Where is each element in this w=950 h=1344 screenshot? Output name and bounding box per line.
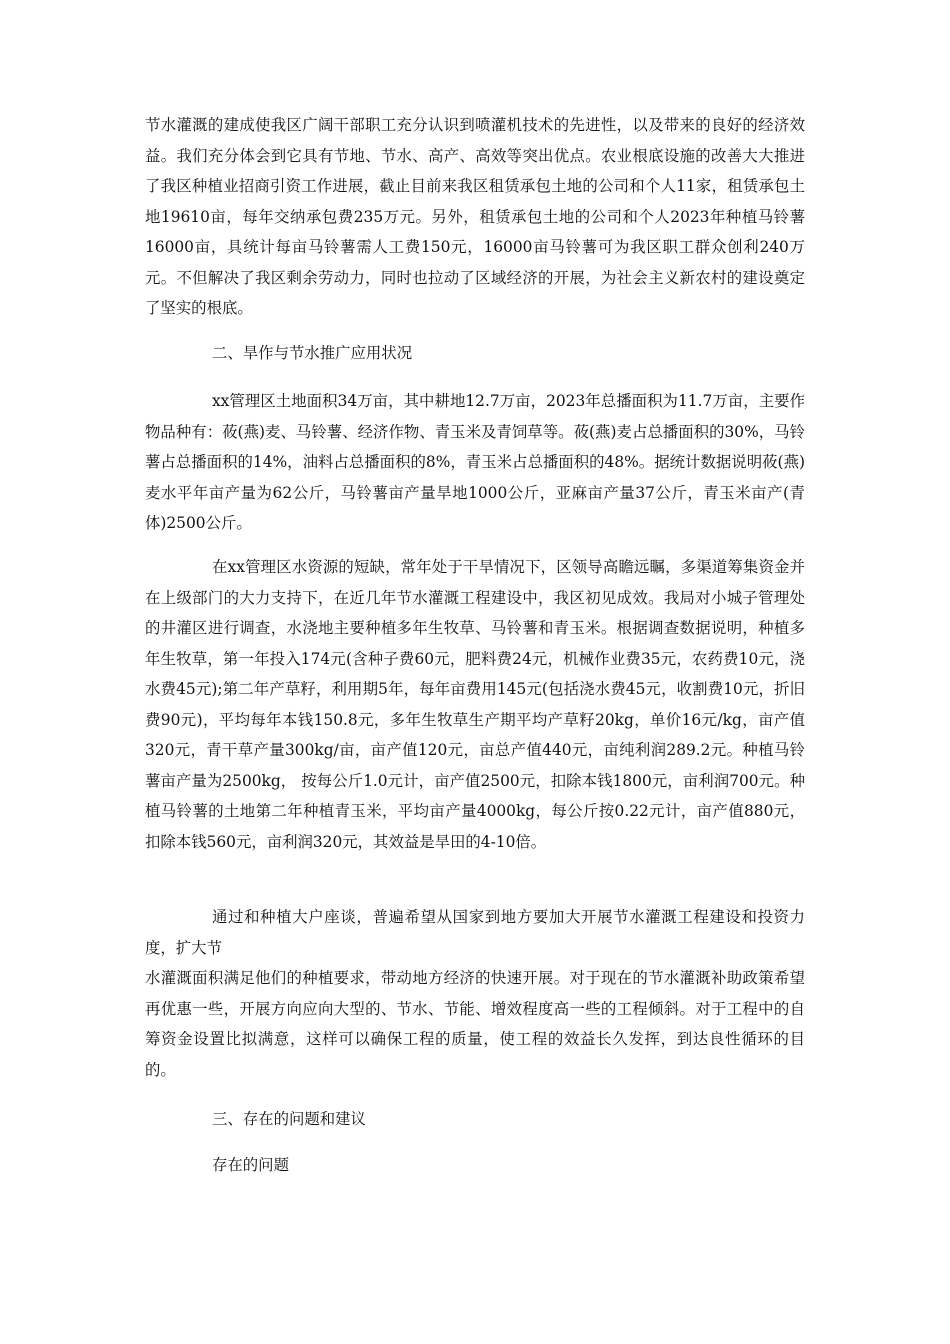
section-heading-2: 二、旱作与节水推广应用状况 — [212, 344, 413, 362]
paragraph-farmer-feedback-start: 通过和种植大户座谈，普遍希望从国家到地方要加大开展节水灌溉工程建设和投资力度，扩大节 — [145, 908, 805, 957]
subheading-problems: 存在的问题 — [212, 1156, 289, 1174]
section-heading-3: 三、存在的问题和建议 — [212, 1110, 366, 1128]
paragraph-land-area: xx管理区土地面积34万亩，其中耕地12.7万亩，2023年总播面积为11.7万亩，主要作物品种有：莜(燕)麦、马铃薯、经济作物、青玉米及青饲草等。莜(燕)麦占总播面积的30%，马铃薯占总播面积的14%，油料占总播面积的8%，青玉米占总播面积的48%。据统计数据说明莜(燕)麦水平年亩产量为62公斤，马铃薯亩产量旱地1000公斤，亚麻亩产量37公斤，青玉米亩产(青体)2500公斤。 — [145, 392, 805, 532]
paragraph-water-survey: 在xx管理区水资源的短缺，常年处于干旱情况下，区领导高瞻远瞩，多渠道筹集资金并在上级部门的大力支持下，在近几年节水灌溉工程建设中，我区初见成效。我局对小城子管理处的井灌区进行调查，水浇地主要种植多年生牧草、马铃薯和青玉米。根据调查数据说明，种植多年生牧草，第一年投入174元(含种子费60元，肥料费24元，机械作业费35元，农药费10元，浇水费45元);第二年产草籽，利用期5年，每年亩费用145元(包括浇水费45元，收割费10元，折旧费90元)，平均每年本钱150.8元，多年生牧草生产期平均产草籽20kg，单价16元/kg，亩产值320元，青干草产量300kg/亩，亩产值120元，亩总产值440元，亩纯利润289.2元。种植马铃薯亩产量为2500kg， 按每公斤1.0元计，亩产值2500元，扣除本钱1800元，亩利润700元。种植马铃薯的土地第二年种植青玉米，平均亩产量4000kg，每公斤按0.22元计，亩产值880元，扣除本钱560元，亩利润320元，其效益是旱田的4-10倍。 — [145, 558, 805, 851]
paragraph-farmer-feedback-cont: 水灌溉面积满足他们的种植要求，带动地方经济的快速开展。对于现在的节水灌溉补助政策希望再优惠一些，开展方向应向大型的、节水、节能、增效程度高一些的工程倾斜。对于工程中的自筹资金设置比拟满意，这样可以确保工程的质量，使工程的效益长久发挥，到达良性循环的目的。 — [145, 969, 805, 1079]
paragraph-irrigation-benefits: 节水灌溉的建成使我区广阔干部职工充分认识到喷灌机技术的先进性，以及带来的良好的经济效益。我们充分体会到它具有节地、节水、高产、高效等突出优点。农业根底设施的改善大大推进了我区种植业招商引资工作进展，截止目前来我区租赁承包土地的公司和个人11家，租赁承包土地19610亩，每年交纳承包费235万元。另外，租赁承包土地的公司和个人2023年种植马铃薯16000亩，具统计每亩马铃薯需人工费150元，16000亩马铃薯可为我区职工群众创利240万元。不但解决了我区剩余劳动力，同时也拉动了区域经济的开展，为社会主义新农村的建设奠定了坚实的根底。 — [145, 116, 805, 317]
